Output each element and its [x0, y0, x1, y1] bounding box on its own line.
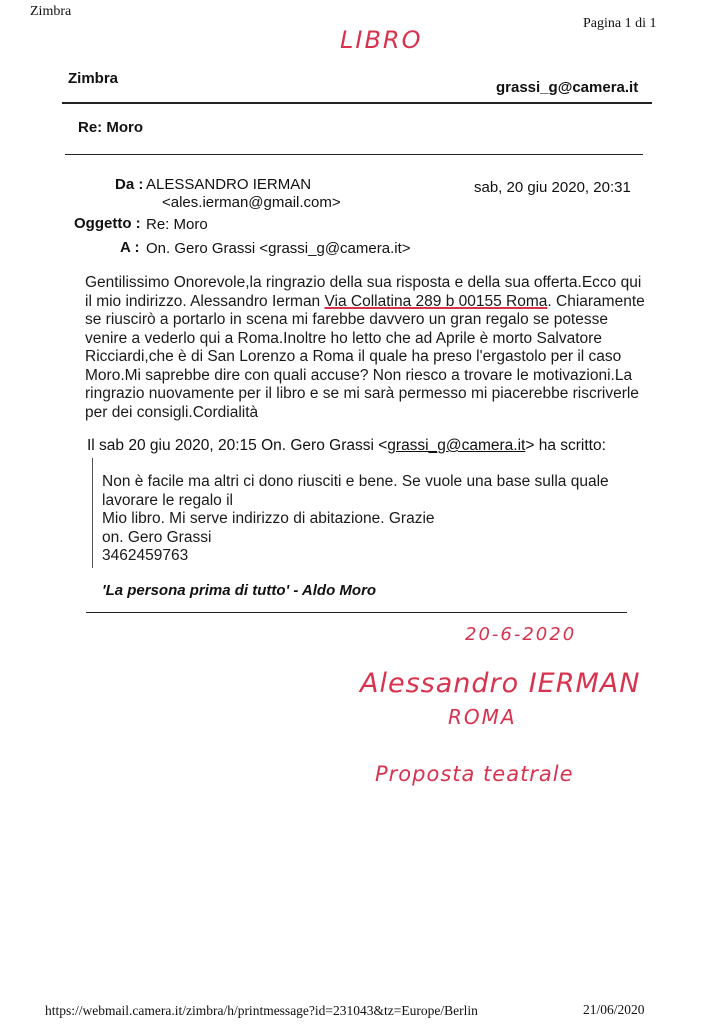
postal-address: Via Collatina 289 b 00155 Roma — [324, 292, 548, 310]
quote-intro: Il sab 20 giu 2020, 20:15 On. Gero Grassi <grassi_g@camera.it> ha scritto: — [87, 437, 606, 454]
quote-line: 3462459763 — [102, 547, 189, 564]
from-label: Da : — [115, 176, 144, 193]
body-line: se riuscirò a portarlo in scena mi farebbe davvero un gran regalo se potesse — [85, 311, 608, 328]
header-divider — [62, 102, 652, 104]
quote-line: Non è facile ma altri ci dono riusciti e bene. Se vuole una base sulla quale — [102, 473, 609, 490]
body-line: venire a vederlo qui a Roma.Inoltre ho letto che ad Aprile è morto Salvatore — [85, 329, 602, 347]
print-header-page: Pagina 1 di 1 — [583, 16, 657, 31]
quoted-message — [102, 473, 609, 566]
footer-date: 21/06/2020 — [583, 1002, 645, 1017]
quote-signature: 'La persona prima di tutto' - Aldo Moro — [102, 582, 377, 599]
subject-title: Re: Moro — [78, 119, 143, 136]
quoted-email-link[interactable]: grassi_g@camera.it — [387, 437, 526, 454]
handwritten-date: 20-6-2020 — [465, 624, 577, 645]
footer-divider — [86, 612, 627, 613]
body-line: Gentilissimo Onorevole,la ringrazio della sua risposta e della sua offerta.Ecco qui — [85, 274, 642, 291]
quote-line: lavorare le regalo il — [102, 491, 233, 509]
footer-url: https://webmail.camera.it/zimbra/h/printmessage?id=231043&tz=Europe/Berlin — [45, 1003, 478, 1018]
body-line: il mio indirizzo. Alessandro Ierman Via Collatina 289 b 00155 Roma. Chiaramente — [85, 292, 645, 310]
account-email: grassi_g@camera.it — [496, 79, 639, 96]
body-line: per dei consigli.Cordialità — [85, 403, 259, 421]
quote-bar — [92, 458, 93, 568]
quote-line: Mio libro. Mi serve indirizzo di abitazione. Grazie — [102, 510, 435, 527]
message-date: sab, 20 giu 2020, 20:31 — [474, 179, 631, 196]
to-label: A : — [120, 239, 140, 256]
handwritten-name: Alessandro IERMAN — [360, 668, 641, 699]
body-line: Moro.Mi saprebbe dire con quali accuse? Non riesco a trovare le motivazioni.La — [85, 366, 633, 384]
message-body — [85, 274, 645, 422]
quote-line: on. Gero Grassi — [102, 528, 212, 546]
body-line: ringrazio nuovamente per il libro e se mi sarà permesso mi piacerebbe riscriverle — [85, 385, 639, 402]
subject-label: Oggetto : — [74, 215, 141, 232]
handwritten-note: Proposta teatrale — [375, 762, 574, 786]
from-name: ALESSANDRO IERMAN — [146, 176, 312, 193]
subject-divider — [65, 154, 643, 155]
to-value: On. Gero Grassi <grassi_g@camera.it> — [146, 240, 411, 257]
print-header-app: Zimbra — [30, 4, 72, 19]
from-email: <ales.ierman@gmail.com> — [162, 194, 341, 211]
handwritten-title: LIBRO — [340, 26, 423, 54]
handwritten-city: ROMA — [448, 705, 517, 729]
mail-app-name: Zimbra — [68, 70, 119, 87]
body-line: Ricciardi,che è di San Lorenzo a Roma il quale ha preso l'ergastolo per il caso — [85, 348, 622, 365]
subject-value: Re: Moro — [146, 216, 208, 233]
